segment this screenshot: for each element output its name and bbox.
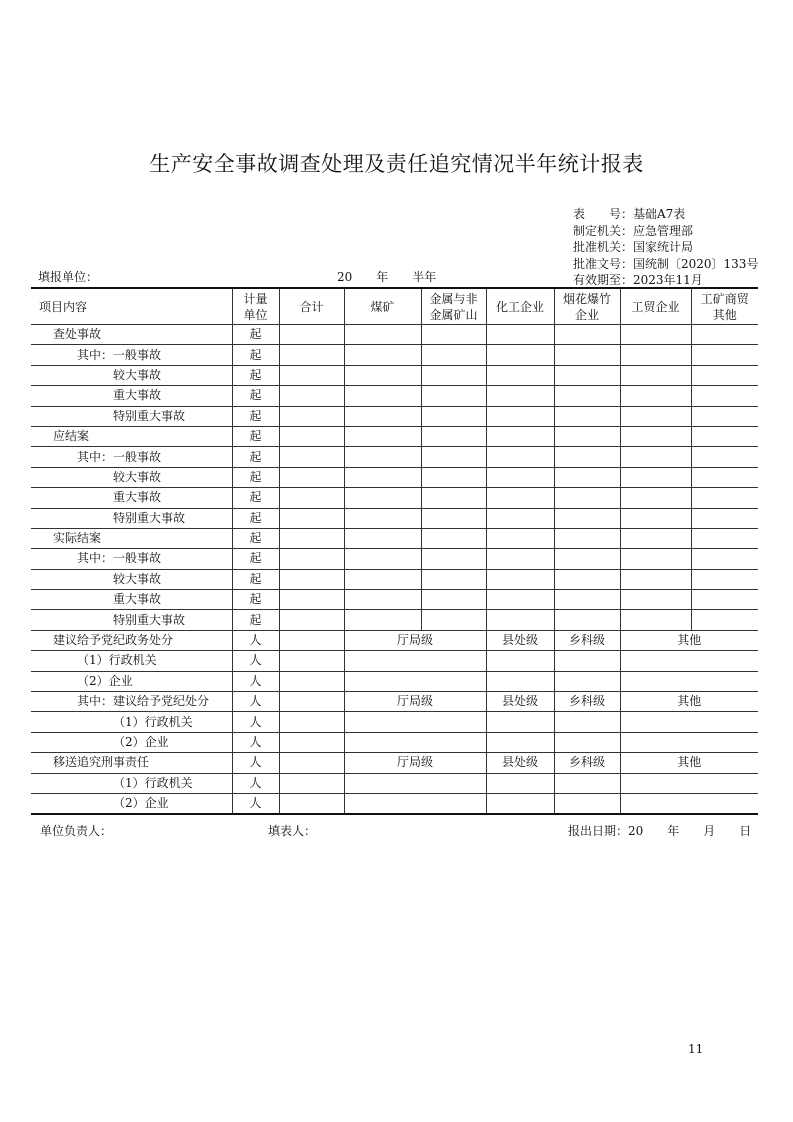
- data-cell[interactable]: [620, 467, 691, 487]
- row-label: （1）行政机关: [31, 773, 232, 793]
- data-cell[interactable]: [279, 569, 344, 589]
- table-row: [31, 590, 758, 610]
- data-cell[interactable]: [344, 488, 421, 508]
- data-cell[interactable]: [691, 406, 758, 426]
- data-cell[interactable]: [344, 651, 486, 671]
- header-coal: 煤矿: [344, 288, 421, 325]
- table-row: [31, 467, 758, 487]
- table-row: [31, 447, 758, 467]
- data-cell[interactable]: [421, 610, 486, 630]
- data-cell[interactable]: [344, 549, 421, 569]
- data-cell[interactable]: [554, 508, 620, 528]
- data-cell[interactable]: [344, 793, 486, 814]
- row-label: 移送追究刑事责任: [31, 753, 232, 773]
- data-cell[interactable]: [620, 345, 691, 365]
- data-cell[interactable]: [279, 671, 344, 691]
- data-cell[interactable]: [279, 406, 344, 426]
- data-cell[interactable]: [421, 549, 486, 569]
- data-cell[interactable]: [279, 447, 344, 467]
- unit-cell: 起: [232, 508, 279, 528]
- header-industry-trade: 工贸企业: [620, 288, 691, 325]
- data-cell[interactable]: [554, 467, 620, 487]
- level-label: 厅局级: [344, 630, 486, 650]
- unit-cell: 起: [232, 549, 279, 569]
- data-cell[interactable]: [486, 549, 554, 569]
- data-cell[interactable]: [486, 467, 554, 487]
- header-other: 工矿商贸 其他: [691, 288, 758, 325]
- data-cell[interactable]: [554, 365, 620, 385]
- data-cell[interactable]: [620, 447, 691, 467]
- row-label: 查处事故: [31, 325, 232, 345]
- row-label: 其中：一般事故: [31, 549, 232, 569]
- data-cell[interactable]: [691, 508, 758, 528]
- meta-approving-agency: 批准机关：国家统计局: [573, 240, 694, 254]
- row-label: （1）行政机关: [31, 712, 232, 732]
- unit-cell: 起: [232, 365, 279, 385]
- table-row: [31, 406, 758, 426]
- data-cell[interactable]: [486, 712, 554, 732]
- unit-cell: 起: [232, 345, 279, 365]
- data-cell[interactable]: [279, 528, 344, 548]
- data-cell[interactable]: [620, 406, 691, 426]
- data-cell[interactable]: [620, 386, 691, 406]
- data-cell[interactable]: [344, 345, 421, 365]
- unit-cell: 人: [232, 773, 279, 793]
- report-date-label: 报出日期：20 年 月 日: [568, 824, 752, 838]
- unit-cell: 起: [232, 325, 279, 345]
- data-cell[interactable]: [486, 569, 554, 589]
- data-cell[interactable]: [344, 365, 421, 385]
- table-row: [31, 426, 758, 446]
- table-row: [31, 325, 758, 345]
- table-row: [31, 732, 758, 752]
- unit-cell: 人: [232, 651, 279, 671]
- data-cell[interactable]: [279, 773, 344, 793]
- row-label: 其中：一般事故: [31, 345, 232, 365]
- row-label: 其中：建议给予党纪处分: [31, 692, 232, 712]
- unit-cell: 起: [232, 386, 279, 406]
- data-cell[interactable]: [279, 467, 344, 487]
- header-fireworks: 烟花爆竹 企业: [554, 288, 620, 325]
- level-label: 县处级: [486, 753, 554, 773]
- data-cell[interactable]: [620, 488, 691, 508]
- table-row: [31, 569, 758, 589]
- level-label: 县处级: [486, 692, 554, 712]
- row-label: 实际结案: [31, 528, 232, 548]
- data-cell[interactable]: [620, 671, 758, 691]
- data-cell[interactable]: [554, 793, 620, 814]
- data-cell[interactable]: [554, 732, 620, 752]
- table-row: [31, 671, 758, 691]
- data-cell[interactable]: [486, 732, 554, 752]
- data-cell[interactable]: [344, 528, 421, 548]
- data-cell[interactable]: [486, 671, 554, 691]
- data-cell[interactable]: [620, 651, 758, 671]
- unit-cell: 人: [232, 793, 279, 814]
- data-cell[interactable]: [279, 732, 344, 752]
- data-cell[interactable]: [691, 610, 758, 630]
- data-cell[interactable]: [554, 549, 620, 569]
- data-cell[interactable]: [344, 508, 421, 528]
- row-label: 重大事故: [31, 590, 232, 610]
- data-cell[interactable]: [344, 426, 421, 446]
- data-cell[interactable]: [421, 406, 486, 426]
- unit-cell: 人: [232, 753, 279, 773]
- data-cell[interactable]: [279, 345, 344, 365]
- data-cell[interactable]: [620, 549, 691, 569]
- data-cell[interactable]: [486, 773, 554, 793]
- level-label: 其他: [620, 630, 758, 650]
- table-row: [31, 793, 758, 814]
- data-cell[interactable]: [486, 447, 554, 467]
- data-cell[interactable]: [620, 365, 691, 385]
- data-cell[interactable]: [620, 793, 758, 814]
- data-cell[interactable]: [691, 325, 758, 345]
- table-row: [31, 345, 758, 365]
- data-cell[interactable]: [421, 426, 486, 446]
- data-cell[interactable]: [279, 651, 344, 671]
- row-label: 应结案: [31, 426, 232, 446]
- data-cell[interactable]: [344, 712, 486, 732]
- data-cell[interactable]: [344, 610, 421, 630]
- data-cell[interactable]: [344, 325, 421, 345]
- data-cell[interactable]: [554, 406, 620, 426]
- table-row: [31, 651, 758, 671]
- meta-issuing-agency: 制定机关：应急管理部: [573, 223, 694, 238]
- data-cell[interactable]: [486, 488, 554, 508]
- data-cell[interactable]: [691, 488, 758, 508]
- data-cell[interactable]: [486, 325, 554, 345]
- unit-cell: 人: [232, 630, 279, 650]
- data-cell[interactable]: [554, 590, 620, 610]
- data-cell[interactable]: [279, 386, 344, 406]
- data-cell[interactable]: [691, 549, 758, 569]
- table-row: [31, 386, 758, 406]
- row-label: 其中：一般事故: [31, 447, 232, 467]
- data-cell[interactable]: [620, 528, 691, 548]
- row-label: 较大事故: [31, 467, 232, 487]
- report-meta: [573, 206, 758, 289]
- data-cell[interactable]: [279, 590, 344, 610]
- row-label: 重大事故: [31, 488, 232, 508]
- header-chemical: 化工企业: [486, 288, 554, 325]
- table-row: [31, 773, 758, 793]
- level-label: 厅局级: [344, 753, 486, 773]
- data-cell[interactable]: [691, 528, 758, 548]
- unit-cell: 起: [232, 590, 279, 610]
- data-cell[interactable]: [554, 345, 620, 365]
- data-cell[interactable]: [344, 467, 421, 487]
- data-cell[interactable]: [421, 569, 486, 589]
- data-cell[interactable]: [486, 528, 554, 548]
- data-cell[interactable]: [421, 528, 486, 548]
- data-cell[interactable]: [344, 773, 486, 793]
- row-label: 建议给予党纪政务处分: [31, 630, 232, 650]
- header-total: 合计: [279, 288, 344, 325]
- data-cell[interactable]: [554, 426, 620, 446]
- data-cell[interactable]: [691, 386, 758, 406]
- row-label: （1）行政机关: [31, 651, 232, 671]
- data-cell[interactable]: [691, 467, 758, 487]
- data-cell[interactable]: [344, 406, 421, 426]
- unit-cell: 起: [232, 467, 279, 487]
- data-cell[interactable]: [486, 365, 554, 385]
- table-row: [31, 508, 758, 528]
- data-cell[interactable]: [691, 590, 758, 610]
- data-cell[interactable]: [279, 753, 344, 773]
- data-cell[interactable]: [620, 325, 691, 345]
- row-label: 重大事故: [31, 386, 232, 406]
- data-cell[interactable]: [344, 732, 486, 752]
- unit-cell: 起: [232, 426, 279, 446]
- data-cell[interactable]: [691, 569, 758, 589]
- data-cell[interactable]: [620, 590, 691, 610]
- data-cell[interactable]: [486, 426, 554, 446]
- data-cell[interactable]: [554, 528, 620, 548]
- data-cell[interactable]: [691, 365, 758, 385]
- data-cell[interactable]: [554, 712, 620, 732]
- data-cell[interactable]: [421, 365, 486, 385]
- unit-cell: 起: [232, 406, 279, 426]
- data-cell[interactable]: [486, 793, 554, 814]
- level-label: 乡科级: [554, 630, 620, 650]
- data-cell[interactable]: [554, 671, 620, 691]
- data-cell[interactable]: [620, 773, 758, 793]
- unit-cell: 起: [232, 447, 279, 467]
- row-label: 特别重大事故: [31, 610, 232, 630]
- data-cell[interactable]: [421, 345, 486, 365]
- page-number: 11: [688, 1042, 704, 1056]
- data-cell[interactable]: [486, 590, 554, 610]
- data-cell[interactable]: [486, 386, 554, 406]
- data-cell[interactable]: [279, 365, 344, 385]
- data-cell[interactable]: [421, 386, 486, 406]
- report-period: 20 年 半年: [337, 270, 437, 284]
- data-cell[interactable]: [554, 386, 620, 406]
- data-cell[interactable]: [279, 426, 344, 446]
- data-cell[interactable]: [691, 426, 758, 446]
- level-label: 乡科级: [554, 753, 620, 773]
- meta-form-number: 表 号：基础A7表: [573, 207, 686, 221]
- data-cell[interactable]: [620, 610, 691, 630]
- row-label: 较大事故: [31, 569, 232, 589]
- data-cell[interactable]: [486, 508, 554, 528]
- table-row: [31, 488, 758, 508]
- data-cell[interactable]: [279, 793, 344, 814]
- data-cell[interactable]: [554, 773, 620, 793]
- data-cell[interactable]: [554, 569, 620, 589]
- unit-head-label: 单位负责人：: [40, 824, 113, 838]
- data-cell[interactable]: [691, 345, 758, 365]
- table-row: [31, 528, 758, 548]
- filler-label: 填表人：: [268, 824, 317, 838]
- data-cell[interactable]: [421, 447, 486, 467]
- table-row: [31, 549, 758, 569]
- data-cell[interactable]: [279, 488, 344, 508]
- level-label: 厅局级: [344, 692, 486, 712]
- data-cell[interactable]: [279, 610, 344, 630]
- data-cell[interactable]: [554, 488, 620, 508]
- row-label: （2）企业: [31, 732, 232, 752]
- data-cell[interactable]: [344, 671, 486, 691]
- data-cell[interactable]: [620, 732, 758, 752]
- data-cell[interactable]: [279, 325, 344, 345]
- data-cell[interactable]: [554, 447, 620, 467]
- data-cell[interactable]: [554, 651, 620, 671]
- data-cell[interactable]: [421, 488, 486, 508]
- level-label: 其他: [620, 692, 758, 712]
- data-cell[interactable]: [486, 406, 554, 426]
- level-label: 乡科级: [554, 692, 620, 712]
- data-cell[interactable]: [344, 447, 421, 467]
- statistics-table: [31, 287, 758, 815]
- row-label: （2）企业: [31, 671, 232, 691]
- unit-cell: 人: [232, 671, 279, 691]
- unit-cell: 人: [232, 692, 279, 712]
- data-cell[interactable]: [421, 325, 486, 345]
- table-row: [31, 712, 758, 732]
- data-cell[interactable]: [620, 569, 691, 589]
- meta-valid-until: 有效期至：2023年11月: [573, 273, 703, 287]
- unit-cell: 起: [232, 528, 279, 548]
- row-label: 较大事故: [31, 365, 232, 385]
- table-row: [31, 630, 758, 650]
- filing-unit-label: 填报单位：: [38, 270, 99, 284]
- data-cell[interactable]: [344, 590, 421, 610]
- unit-cell: 起: [232, 569, 279, 589]
- data-cell[interactable]: [620, 508, 691, 528]
- table-header-row: [31, 288, 758, 325]
- unit-cell: 人: [232, 712, 279, 732]
- data-cell[interactable]: [421, 508, 486, 528]
- table-row: [31, 753, 758, 773]
- data-cell[interactable]: [421, 467, 486, 487]
- header-mines: 金属与非 金属矿山: [421, 288, 486, 325]
- data-cell[interactable]: [486, 345, 554, 365]
- data-cell[interactable]: [486, 610, 554, 630]
- level-label: 县处级: [486, 630, 554, 650]
- unit-cell: 起: [232, 610, 279, 630]
- unit-cell: 起: [232, 488, 279, 508]
- row-label: （2）企业: [31, 793, 232, 814]
- table-row: [31, 365, 758, 385]
- header-item: 项目内容: [31, 288, 232, 325]
- data-cell[interactable]: [486, 651, 554, 671]
- data-cell[interactable]: [691, 447, 758, 467]
- data-cell[interactable]: [279, 549, 344, 569]
- data-cell[interactable]: [279, 712, 344, 732]
- data-cell[interactable]: [344, 386, 421, 406]
- table-row: [31, 610, 758, 630]
- meta-approval-number: 批准文号：国统制〔2020〕133号: [573, 256, 759, 271]
- data-cell[interactable]: [554, 325, 620, 345]
- header-unit: 计量 单位: [232, 288, 279, 325]
- unit-cell: 人: [232, 732, 279, 752]
- data-cell[interactable]: [279, 508, 344, 528]
- data-cell[interactable]: [279, 692, 344, 712]
- data-cell[interactable]: [620, 426, 691, 446]
- report-title: 生产安全事故调查处理及责任追究情况半年统计报表: [149, 152, 644, 176]
- level-label: 其他: [620, 753, 758, 773]
- table-row: [31, 692, 758, 712]
- data-cell[interactable]: [344, 569, 421, 589]
- data-cell[interactable]: [554, 610, 620, 630]
- row-label: 特别重大事故: [31, 406, 232, 426]
- data-cell[interactable]: [620, 712, 758, 732]
- data-cell[interactable]: [279, 630, 344, 650]
- data-cell[interactable]: [421, 590, 486, 610]
- row-label: 特别重大事故: [31, 508, 232, 528]
